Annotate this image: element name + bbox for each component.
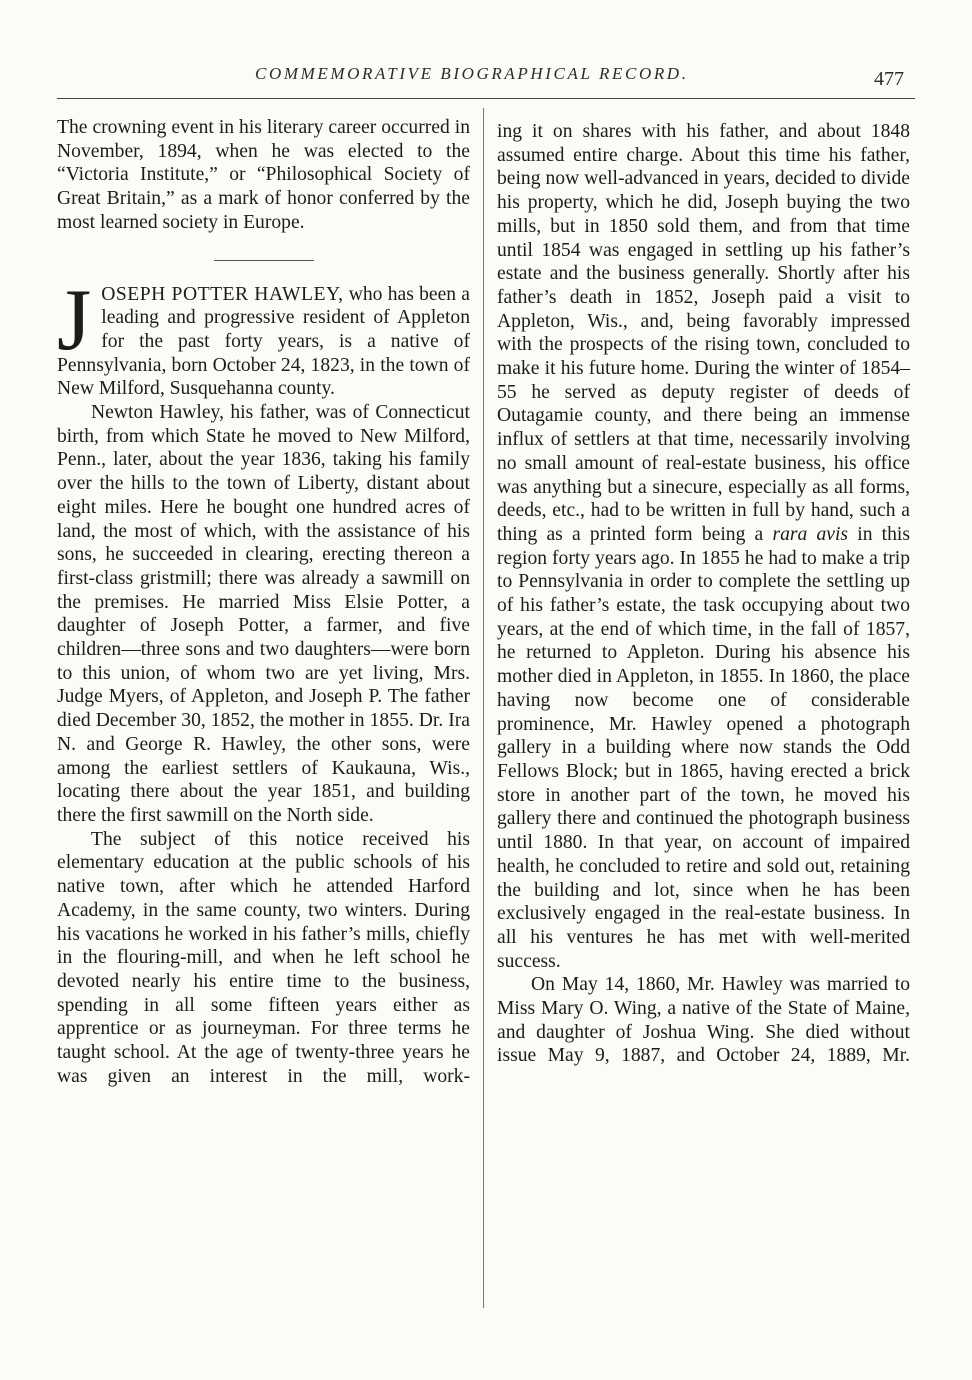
continued-paragraph: [497, 120, 910, 973]
marriage-paragraph: On May 14, 1860, Mr. Hawley was married to Miss Mary O. Wing, a native of the State of Maine, and daughter of Joshua Wing. She died without issue May 9, 1887, and October 24, 1889, Mr.: [497, 974, 910, 1067]
left-column: [57, 116, 470, 1088]
continued-text-a: ing it on shares with his father, and about 1848 assumed entire charge. About this time his father, being now well-advanced in years, decided to divide his property, which he did, Joseph buying the two mills, but in 1850 sold them, and from that time until 1854 was engaged in settling up his father’s estate and the business generally. Shortly after his father’s death in 1852, Joseph paid a visit to Appleton, Wis., and, being favorably impressed with the prospects of the rising town, concluded to make it his future home. During the winter of 1854–55 he served as deputy register of deeds of Outagamie county, and there being an immense influx of settlers at that time, necessarily involving no small amount of real-estate business, his office was anything but a sinecure, especially as all forms, deeds, etc., had to be written in full by hand, such a thing as a printed form being a: [497, 121, 910, 545]
intro-paragraph: The crowning event in his literary career occurred in November, 1894, when he was elected to the “Victoria Institute,” or “Philosophical Society of Great Britain,” as a mark of honor conferred by the most learned society in Europe.: [57, 117, 470, 233]
running-title: COMMEMORATIVE BIOGRAPHICAL RECORD.: [255, 64, 689, 83]
subject-name: OSEPH POTTER HAWLEY,: [101, 283, 344, 305]
continued-text-b: in this region forty years ago. In 1855 he had to make a trip to Pennsylvania in order to complete the settling up of his father’s estate, the task occupying about two years, at the end of which time, in the fall of 1857, he returned to Appleton. During his absence his mother died in Appleton, in 1855. In 1860, the place having now become one of considerable prominence, Mr. Hawley opened a photograph gallery in a building where now stands the Odd Fellows Block; but in 1865, having erected a brick store in another part of the town, he moved his gallery there and continued the photograph business until 1880. In that year, on account of impaired health, he concluded to retire and sold out, retaining the building and lot, since when he has been exclusively engaged in the real-estate business. In all his ventures he has met with well-merited success.: [497, 523, 910, 972]
page-number: 477: [874, 68, 904, 90]
header-rule: [57, 98, 915, 99]
father-paragraph: Newton Hawley, his father, was of Connecticut birth, from which State he moved to New Milford, Penn., later, about the year 1836, taking his family over the hills to the town of Liberty, distant about eight miles. Here he bought one hundred acres of land, the most of which, with the assistance of his sons, he succeeded in clearing, erecting thereon a first-class gristmill; there was already a sawmill on the premises. He married Miss Elsie Potter, a daughter of Joseph Potter, a farmer, and five children—three sons and two daughters—were born to this union, of whom two are yet living, Mrs. Judge Myers, of Appleton, and Joseph P. The father died December 30, 1852, the mother in 1855. Dr. Ira N. and George R. Hawley, the other sons, were among the earliest settlers of Kaukauna, Wis., locating there about the year 1851, and building there the first sawmill on the North side.: [57, 402, 470, 826]
latin-phrase: rara avis: [772, 523, 849, 545]
section-divider: [214, 260, 314, 261]
bio-opening-paragraph: [57, 271, 470, 402]
column-divider: [483, 108, 484, 1308]
education-paragraph: The subject of this notice received his elementary education at the public schools of his native town, after which he attended Harford Academy, in the same county, two winters. During his vacations he worked in his father’s mills, chiefly in the flouring-mill, and when he left school he devoted nearly his entire time to the business, spending in all some fifteen years either as apprentice or as journeyman. For three terms he taught school. At the age of twenty-three years he was given an interest in the mill, work-: [57, 828, 470, 1087]
right-column: [497, 120, 910, 1068]
drop-cap: J: [57, 271, 92, 369]
bio-opening-text: who has been a leading and progressive resident of Appleton for the past forty years, is a native of Pennsylvania, born October 24, 1823, in the town of New Milford, Susquehanna county.: [57, 283, 470, 400]
